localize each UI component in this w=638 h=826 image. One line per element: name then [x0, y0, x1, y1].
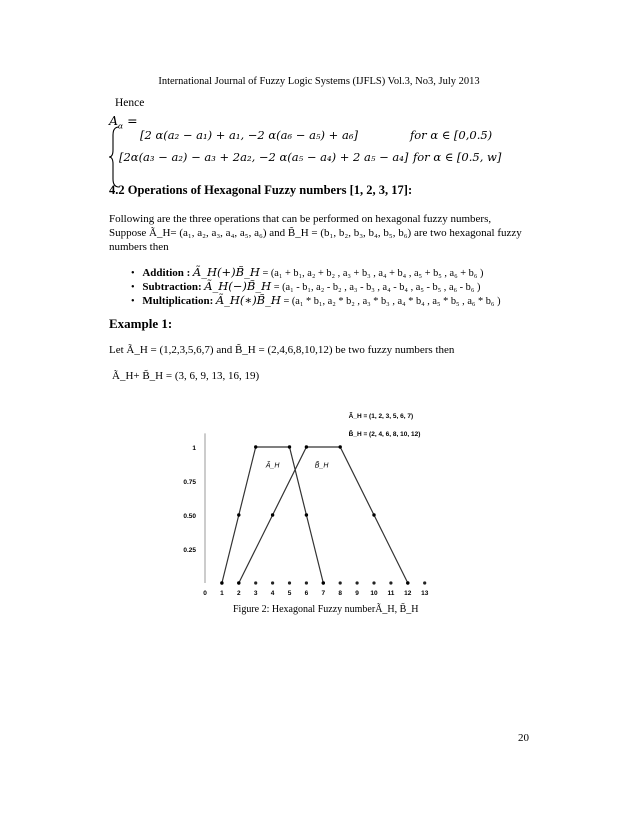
data-point	[372, 513, 375, 516]
x-tick-label: 12	[404, 590, 412, 597]
data-point	[254, 445, 257, 448]
x-tick-label: 4	[270, 590, 275, 597]
alpha-cut-lhs: $A_\alpha$ =	[109, 113, 138, 131]
y-tick-label: 0.75	[183, 479, 196, 486]
data-point	[305, 513, 308, 516]
x-tick-dot	[356, 581, 359, 584]
x-tick-dot	[372, 581, 375, 584]
data-point	[322, 581, 325, 584]
legend-entry: B̃_H = (2, 4, 6, 8, 10, 12)	[348, 431, 421, 438]
alpha-cut-condition-2: for α ∈ [0.5, w]	[413, 150, 502, 164]
x-tick-dot	[288, 581, 291, 584]
data-point	[339, 445, 342, 448]
running-header: International Journal of Fuzzy Logic Systems (IJFLS) Vol.3, No3, July 2013	[158, 76, 480, 87]
bullet-icon: •	[131, 296, 135, 307]
legend-entry: Ã_H = (1, 2, 3, 5, 6, 7)	[348, 413, 414, 420]
x-tick-dot	[271, 581, 274, 584]
x-tick-label: 1	[220, 590, 224, 597]
x-tick-label: 10	[370, 590, 378, 597]
example-heading: Example 1:	[109, 316, 173, 331]
x-tick-label: 7	[321, 590, 326, 597]
data-point	[288, 445, 291, 448]
body-paragraph: Following are the three operations that can be performed on hexagonal fuzzy numbers, Suppose Ã_H= (a₁, a₂, a₃, a₄, a₅, a₆) and B̃_H = (b₁, b₂, b₃, b₄, b₅, b₆) are two hexagonal fuzzy numbers then	[109, 213, 522, 253]
x-tick-dot	[254, 581, 257, 584]
x-tick-dot	[389, 581, 392, 584]
x-tick-dot	[423, 581, 426, 584]
operation-item: • Subtraction: Ã_H(−)B̃_H = (a₁ - b₁, a₂ - b₂ , a₃ - b₃ , a₄ - b₄ , a₅ - b₅ , a₆ - b₆ )	[131, 279, 481, 293]
hence-label: Hence	[115, 97, 145, 109]
curve-label: Ã_H	[265, 462, 280, 470]
bullet-icon: •	[131, 268, 135, 279]
x-tick-dot	[339, 581, 342, 584]
hexagonal-fuzzy-chart	[160, 400, 490, 605]
example-text: Let Ã_H = (1,2,3,5,6,7) and B̃_H = (2,4,6,8,10,12) be two fuzzy numbers then	[109, 344, 455, 356]
alpha-cut-case-1: [2 α(a₂ − a₁) + a₁, −2 α(a₆ − a₅) + a₆]	[140, 128, 358, 142]
data-point	[237, 513, 240, 516]
operation-item: • Addition : Ã_H(+)B̃_H = (a₁ + b₁, a₂ + b₂ , a₃ + b₃ , a₄ + b₄ , a₅ + b₅ , a₆ + b₆ )	[131, 265, 484, 279]
alpha-cut-case-2: [2α(a₃ − a₂) − a₃ + 2a₂, −2 α(a₅ − a₄) + 2 a₅ − a₄]	[119, 150, 409, 164]
page-number: 20	[518, 732, 529, 744]
x-tick-label: 3	[253, 590, 258, 597]
data-point	[237, 581, 240, 584]
y-tick-label: 0.25	[183, 547, 196, 554]
x-tick-label: 9	[355, 590, 359, 597]
x-tick-dot	[305, 581, 308, 584]
y-tick-label: 1	[192, 445, 196, 452]
example-result: Ã_H+ B̃_H = (3, 6, 9, 13, 16, 19)	[112, 370, 260, 382]
x-tick-label: 8	[338, 590, 343, 597]
data-point	[220, 581, 223, 584]
data-point	[271, 513, 274, 516]
operation-item: • Multiplication: Ã_H(∗)B̃_H = (a₁ * b₁, a₂ * b₂ , a₃ * b₃ , a₄ * b₄ , a₅ * b₅ , a₆ * b₆ )	[131, 293, 501, 307]
x-tick-label: 11	[387, 590, 395, 597]
x-tick-label: 5	[287, 590, 292, 597]
x-tick-label: 0	[203, 590, 207, 597]
alpha-cut-condition-1: for α ∈ [0,0.5)	[410, 128, 493, 142]
curve-label: B̃_H	[314, 462, 329, 470]
x-tick-label: 2	[236, 590, 241, 597]
data-point	[406, 581, 409, 584]
x-tick-label: 6	[304, 590, 309, 597]
figure-caption: Figure 2: Hexagonal Fuzzy numberÃ_H, B̃_H	[233, 604, 419, 615]
x-tick-label: 13	[421, 590, 429, 597]
y-tick-label: 0.50	[183, 513, 196, 520]
section-heading: 4.2 Operations of Hexagonal Fuzzy numbers [1, 2, 3, 17]:	[109, 183, 413, 197]
bullet-icon: •	[131, 282, 135, 293]
data-point	[305, 445, 308, 448]
